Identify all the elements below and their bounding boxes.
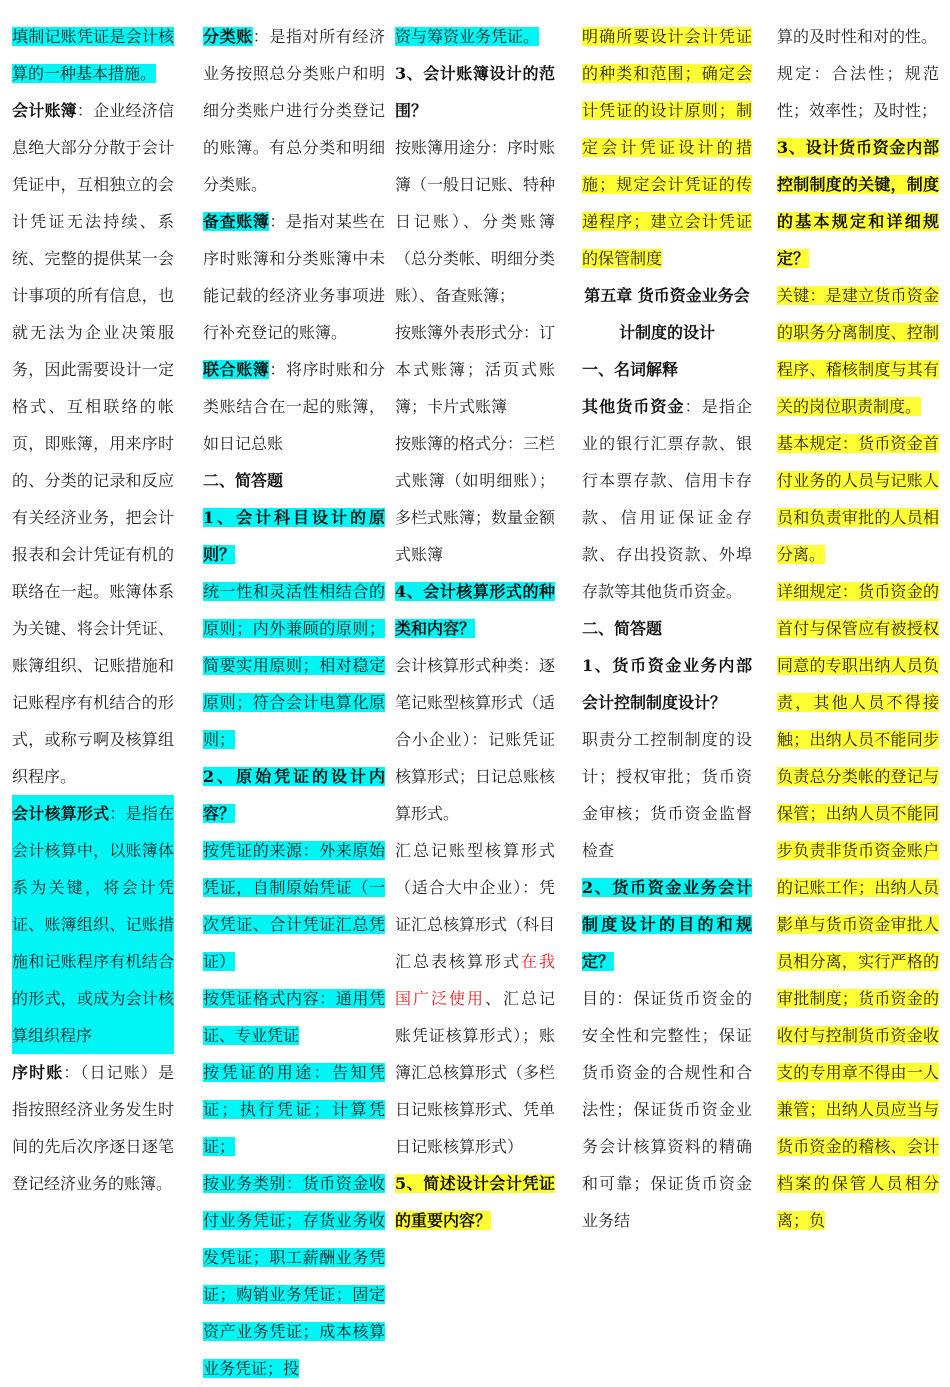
classified-ledger-paragraph xyxy=(203,18,385,203)
accounting-form-definition: ：是指在会计核算中，以账簿体系为关键，将会计凭证、账簿组织、记账措施和记账程序有机结合的形式，或成为会计核算组织程序 xyxy=(12,804,174,1045)
column-3 xyxy=(395,18,555,1239)
answer-4-summary xyxy=(395,832,555,1165)
memo-ledger-definition: ：是指对某些在序时账簿和分类账簿中未能记载的经济业务事项进行补充登记的账簿。 xyxy=(203,212,385,342)
answer-3-appearance: 按账簿外表形式分：订本式账簿；活页式账簿；卡片式账簿 xyxy=(395,323,556,416)
question-ch5-2: 2、货币资金业务会计制度设计的目的和规定？ xyxy=(582,878,752,971)
section-heading: 二、简答题 xyxy=(203,471,284,490)
classified-ledger-term: 分类账 xyxy=(203,27,253,46)
joint-ledger-paragraph xyxy=(203,351,385,462)
column-2 xyxy=(203,18,385,1387)
accounting-form-paragraph xyxy=(12,795,174,1054)
journal-term: 序时账 xyxy=(12,1063,64,1082)
answer-4-summary-a: 汇总记账型核算形式（适合大中企业）：凭证汇总核算形式（科目汇总表核算形式 xyxy=(395,841,556,971)
answer-2-usage: 按凭证的用途：告知凭证；执行凭证；计算凭证； xyxy=(203,1063,385,1156)
question-4: 4、会计核算形式的种类和内容？ xyxy=(395,582,555,638)
question-ch5-3: 3、设计货币资金内部控制制度的关键，制度的基本规定和详细规定？ xyxy=(777,138,939,268)
column-5 xyxy=(777,18,939,1239)
answer-3-format: 按账簿的格式分：三栏式账簿（如明细账）；多栏式账簿；数量金额式账簿 xyxy=(395,434,556,564)
question-1: 1、会计科目设计的原则？ xyxy=(203,508,385,564)
rules-text: 规定：合法性；规范性；效率性；及时性； xyxy=(777,64,939,120)
answer-4-summary-b: 、汇总记账凭证核算形式）；账簿汇总核算形式（多栏日记账核算形式、凭单日记账核算形式） xyxy=(395,989,556,1156)
answer-detail: 详细规定：货币资金的首付与保管应有被授权同意的专职出纳人员负责，其他人员不得接触；出纳人员不能同步负责总分类帐的登记与保管；出纳人员不能同步负责非货币资金账户的记账工作；出纳人员影单与货币资金审批人员相分离，实行严格的审批制度；货币资金的收付与控制货币资金收支的专用章不得由一人兼管；出纳人员应当与货币资金的稽核、会计档案的保管人员相分离；负 xyxy=(777,582,939,1230)
answer-key: 关键：是建立货币资金的职务分离制度、控制程序、稽核制度与其有关的岗位职责制度。 xyxy=(777,286,939,416)
joint-ledger-definition: ：将序时账和分类账结合在一起的账簿，如日记总账 xyxy=(203,360,385,453)
continued-text: 算的及时性和对的性。 xyxy=(777,27,938,46)
answer-2-format: 按凭证格式内容：通用凭证、专业凭证 xyxy=(203,989,385,1045)
question-2: 2、原始凭证的设计内容？ xyxy=(203,767,385,823)
memo-ledger-paragraph xyxy=(203,203,385,351)
question-3: 3、会计账簿设计的范围？ xyxy=(395,64,555,120)
accounting-form-term: 会计核算形式 xyxy=(12,804,110,823)
section-terms: 一、名词解释 xyxy=(582,360,679,379)
joint-ledger-term: 联合账簿 xyxy=(203,360,270,379)
journal-definition: ：（日记账）是指按照经济业务发生时间的先后次序逐日逐笔登记经济业务的账簿。 xyxy=(12,1063,174,1193)
other-funds-definition: ：是指企业的银行汇票存款、银行本票存款、信用卡存款、信用证保证金存款、存出投资款、外埠存款等其他货币资金。 xyxy=(582,397,752,601)
journal-paragraph xyxy=(12,1054,174,1202)
answer-1: 统一性和灵活性相结合的原则；内外兼顾的原则；简要实用原则；相对稳定原则；符合会计电算化原则； xyxy=(203,582,385,749)
classified-ledger-definition: ：是指对所有经济业务按照总分类账户和明细分类账户进行分类登记的账簿。有总分类和明细分类账。 xyxy=(203,27,385,194)
answer-5: 明确所要设计会计凭证的种类和范围；确定会计凭证的设计原则；制定会计凭证设计的措施；规定会计凭证的传递程序；建立会计凭证的保管制度 xyxy=(582,27,752,268)
ledger-term: 会计账簿 xyxy=(12,101,77,120)
section-questions: 二、简答题 xyxy=(582,619,663,638)
answer-ch5-2: 目的：保证货币资金的安全性和完整性；保证货币资金的合规性和合法性；保证货币资金业务会计核算资料的精确和可靠；保证货币资金业务结 xyxy=(582,989,752,1230)
answer-4-single: 会计核算形式种类：逐笔记账型核算形式（适合小企业）：记账凭证核算形式；日记总账核算形式。 xyxy=(395,656,556,823)
column-1 xyxy=(12,18,174,1202)
intro-highlight: 填制记账凭证是会计核算的一种基本措施。 xyxy=(12,27,174,83)
answer-ch5-1: 职责分工控制制度的设计；授权审批；货币资金审核；货币资金监督检查 xyxy=(582,730,752,860)
column-4 xyxy=(582,18,752,1239)
answer-3-usage: 按账簿用途分：序时账簿（一般日记账、特种日记账）、分类账簿（总分类帐、明细分类账）、备查账簿； xyxy=(395,138,556,305)
other-funds-term: 其他货币资金 xyxy=(582,397,685,416)
question-5: 5、简述设计会计凭证的重要内容？ xyxy=(395,1174,555,1230)
ledger-definition: ：企业经济信息绝大部分分散于会计凭证中，互相独立的会计凭证无法持续、系统、完整的提供某一会计事项的所有信息，也就无法为企业决策服务，因此需要设计一定格式、互相联络的帐页，即账簿，用来序时的、分类的记录和反应有关经济业务，把会计报表和会计凭证有机的联络在一起。账簿体系为关键、将会计凭证、账簿组织、记账措施和记账程序有机结合的形式，或称亏啊及核算组织程序。 xyxy=(12,101,174,786)
ledger-paragraph xyxy=(12,92,174,795)
answer-4-red-note: 在我国广泛使用 xyxy=(395,952,555,1008)
other-funds-paragraph xyxy=(582,388,752,610)
chapter-title: 第五章 货币资金业务会计制度的设计 xyxy=(584,286,750,342)
answer-2-source: 按凭证的来源：外来原始凭证，自制原始凭证（一次凭证、合计凭证汇总凭证） xyxy=(203,841,385,971)
continued-highlight: 资与筹资业务凭证。 xyxy=(395,27,540,46)
answer-basic: 基本规定：货币资金首付业务的人员与记账人员和负责审批的人员相分离。 xyxy=(777,434,939,564)
memo-ledger-term: 备查账簿 xyxy=(203,212,270,231)
answer-2-category: 按业务类别：货币资金收付业务凭证；存货业务收发凭证；职工薪酬业务凭证；购销业务凭证；固定资产业务凭证；成本核算业务凭证；投 xyxy=(203,1174,385,1378)
question-ch5-1: 1、货币资金业务内部会计控制制度设计？ xyxy=(582,656,752,712)
